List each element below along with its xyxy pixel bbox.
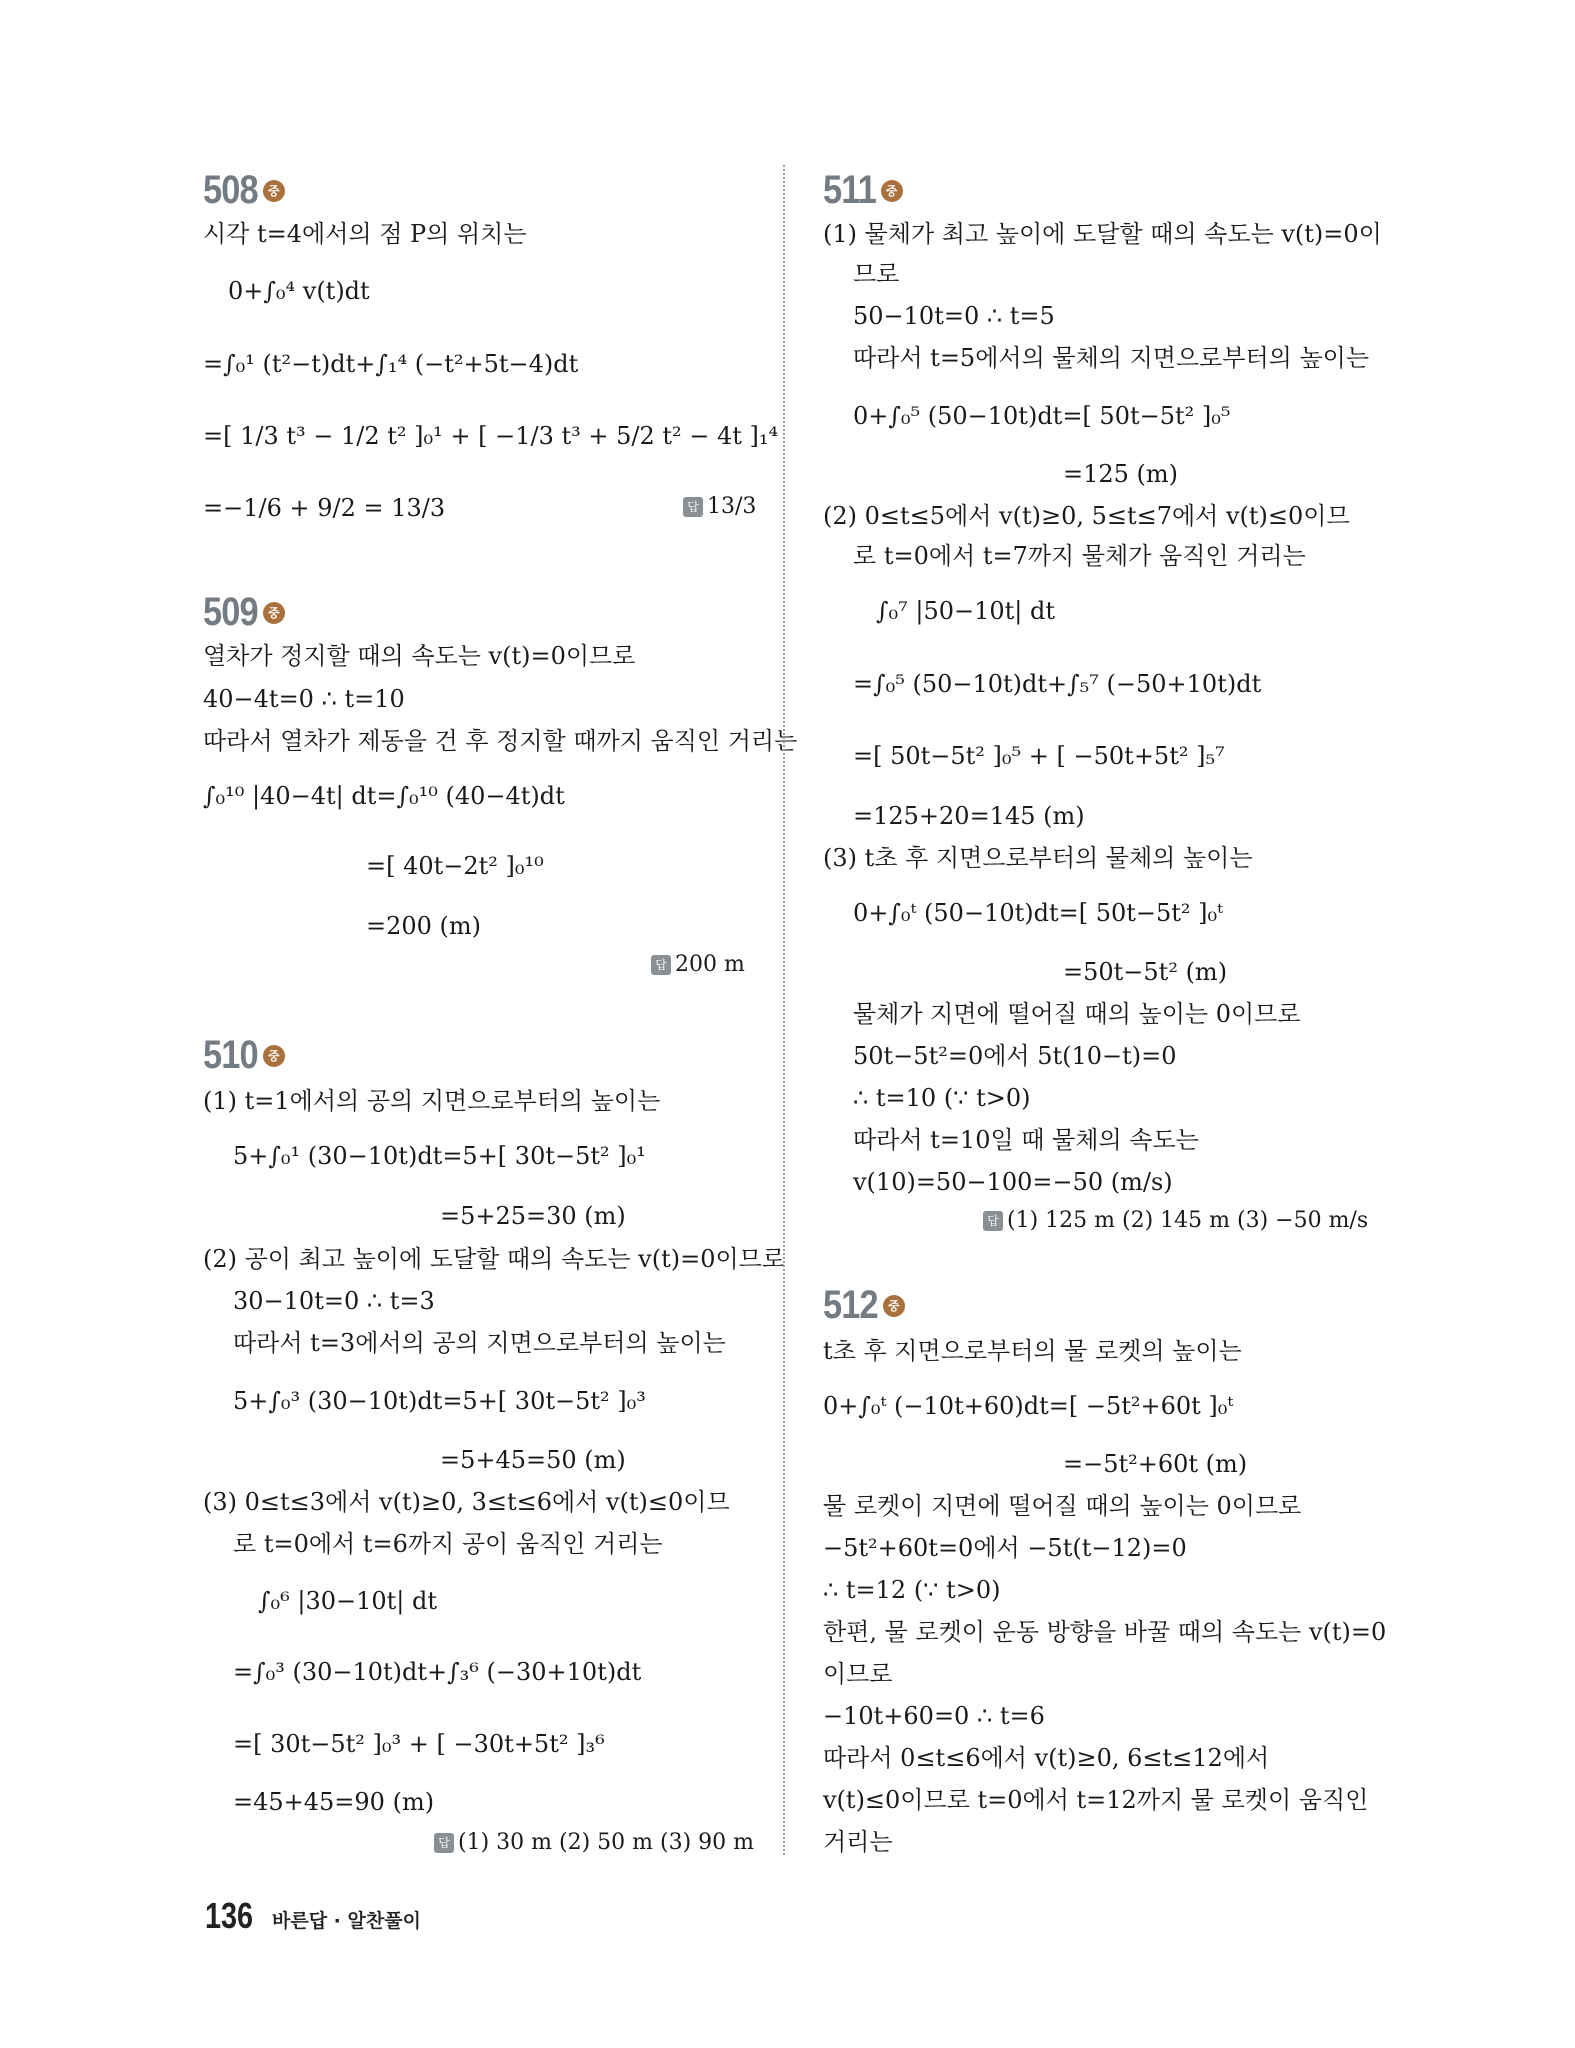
solution-line: 5+∫₀¹ (30−10t)dt=5+[ 30t−5t² ]₀¹ xyxy=(233,1142,646,1170)
solution-line: 50−10t=0 ∴ t=5 xyxy=(853,302,1055,330)
solution-line: 5+∫₀³ (30−10t)dt=5+[ 30t−5t² ]₀³ xyxy=(233,1387,646,1415)
solution-line: =[ 1/3 t³ − 1/2 t² ]₀¹ + [ −1/3 t³ + 5/2 t² − 4t ]₁⁴ xyxy=(203,422,779,450)
solution-line: 열차가 정지할 때의 속도는 v(t)=0이므로 xyxy=(203,642,636,670)
solution-line: 30−10t=0 ∴ t=3 xyxy=(233,1287,435,1315)
solution-line: =[ 40t−2t² ]₀¹⁰ xyxy=(366,852,544,880)
solution-line: v(t)≤0이므로 t=0에서 t=12까지 물 로켓이 움직인 xyxy=(823,1786,1369,1814)
solution-line: 로 t=0에서 t=6까지 공이 움직인 거리는 xyxy=(233,1530,663,1558)
solution-line: (3) 0≤t≤3에서 v(t)≥0, 3≤t≤6에서 v(t)≤0이므 xyxy=(203,1488,730,1516)
difficulty-badge: 중 xyxy=(881,180,903,202)
solution-line: 물 로켓이 지면에 떨어질 때의 높이는 0이므로 xyxy=(823,1492,1302,1520)
answer-509: 답 200 m xyxy=(651,950,745,980)
solution-line: =[ 50t−5t² ]₀⁵ + [ −50t+5t² ]₅⁷ xyxy=(853,742,1225,770)
solution-line: (3) t초 후 지면으로부터의 물체의 높이는 xyxy=(823,844,1253,872)
solution-line: =125 (m) xyxy=(1063,460,1179,488)
difficulty-badge: 중 xyxy=(263,180,285,202)
solution-line: =125+20=145 (m) xyxy=(853,802,1085,830)
solution-line: 0+∫₀⁵ (50−10t)dt=[ 50t−5t² ]₀⁵ xyxy=(853,402,1231,430)
problem-number-511: 511 중 xyxy=(823,168,903,213)
solution-line: 0+∫₀ᵗ (50−10t)dt=[ 50t−5t² ]₀ᵗ xyxy=(853,899,1224,927)
answer-508: 답 13/3 xyxy=(683,492,756,522)
solution-line: =5+25=30 (m) xyxy=(440,1202,626,1230)
problem-number-509: 509 중 xyxy=(203,590,285,635)
solution-line: 따라서 0≤t≤6에서 v(t)≥0, 6≤t≤12에서 xyxy=(823,1744,1270,1772)
footer-label: 바른답 · 알찬풀이 xyxy=(272,1910,421,1932)
solution-line: (2) 공이 최고 높이에 도달할 때의 속도는 v(t)=0이므로 xyxy=(203,1245,786,1273)
solution-line: 따라서 열차가 제동을 건 후 정지할 때까지 움직인 거리는 xyxy=(203,727,798,755)
answer-icon: 답 xyxy=(983,1211,1003,1231)
answer-icon: 답 xyxy=(651,955,671,975)
solution-line: =∫₀³ (30−10t)dt+∫₃⁶ (−30+10t)dt xyxy=(233,1658,642,1686)
solution-line: 로 t=0에서 t=7까지 물체가 움직인 거리는 xyxy=(853,542,1306,570)
solution-line: =[ 30t−5t² ]₀³ + [ −30t+5t² ]₃⁶ xyxy=(233,1730,605,1758)
solution-line: =45+45=90 (m) xyxy=(233,1788,435,1816)
solution-line: v(10)=50−100=−50 (m/s) xyxy=(853,1168,1173,1196)
solution-line: 이므로 xyxy=(823,1660,893,1688)
solution-line: 따라서 t=5에서의 물체의 지면으로부터의 높이는 xyxy=(853,344,1370,372)
problem-number-512: 512 중 xyxy=(823,1283,905,1328)
solution-line: =∫₀⁵ (50−10t)dt+∫₅⁷ (−50+10t)dt xyxy=(853,670,1262,698)
solution-line: =5+45=50 (m) xyxy=(440,1446,626,1474)
solution-line: ∫₀⁶ |30−10t| dt xyxy=(258,1587,438,1615)
solution-line: 50t−5t²=0에서 5t(10−t)=0 xyxy=(853,1042,1177,1070)
solution-line: ∫₀⁷ |50−10t| dt xyxy=(876,597,1056,625)
difficulty-badge: 중 xyxy=(883,1295,905,1317)
solution-line: (2) 0≤t≤5에서 v(t)≥0, 5≤t≤7에서 v(t)≤0이므 xyxy=(823,502,1350,530)
difficulty-badge: 중 xyxy=(263,602,285,624)
solution-line: 시각 t=4에서의 점 P의 위치는 xyxy=(203,220,527,248)
solution-line: 따라서 t=3에서의 공의 지면으로부터의 높이는 xyxy=(233,1329,726,1357)
solution-line: 한편, 물 로켓이 운동 방향을 바꿀 때의 속도는 v(t)=0 xyxy=(823,1618,1387,1646)
difficulty-badge: 중 xyxy=(263,1045,285,1067)
solution-line: 0+∫₀ᵗ (−10t+60)dt=[ −5t²+60t ]₀ᵗ xyxy=(823,1392,1234,1420)
solution-line: 따라서 t=10일 때 물체의 속도는 xyxy=(853,1126,1199,1154)
solution-line: (1) 물체가 최고 높이에 도달할 때의 속도는 v(t)=0이 xyxy=(823,220,1382,248)
page-number: 136 xyxy=(205,1895,254,1936)
solution-line: 므로 xyxy=(853,260,900,288)
solution-line: −5t²+60t=0에서 −5t(t−12)=0 xyxy=(823,1534,1187,1562)
solution-line: (1) t=1에서의 공의 지면으로부터의 높이는 xyxy=(203,1087,661,1115)
solution-line: 40−4t=0 ∴ t=10 xyxy=(203,685,405,713)
problem-number-508: 508 중 xyxy=(203,168,285,213)
solution-line: =50t−5t² (m) xyxy=(1063,958,1228,986)
solution-line: =−1/6 + 9/2 = 13/3 xyxy=(203,494,446,522)
answer-510: 답 (1) 30 m (2) 50 m (3) 90 m xyxy=(434,1828,754,1858)
answer-icon: 답 xyxy=(683,497,703,517)
solution-line: 거리는 xyxy=(823,1828,893,1856)
solution-line: ∫₀¹⁰ |40−4t| dt=∫₀¹⁰ (40−4t)dt xyxy=(203,782,565,810)
solution-line: =−5t²+60t (m) xyxy=(1063,1450,1248,1478)
solution-line: t초 후 지면으로부터의 물 로켓의 높이는 xyxy=(823,1337,1242,1365)
solution-line: =200 (m) xyxy=(366,912,482,940)
solution-line: 물체가 지면에 떨어질 때의 높이는 0이므로 xyxy=(853,1000,1301,1028)
problem-number-510: 510 중 xyxy=(203,1033,285,1078)
solution-line: ∴ t=12 (∵ t>0) xyxy=(823,1576,1001,1604)
solution-line: 0+∫₀⁴ v(t)dt xyxy=(228,277,370,305)
solution-line: −10t+60=0 ∴ t=6 xyxy=(823,1702,1045,1730)
solution-line: ∴ t=10 (∵ t>0) xyxy=(853,1084,1031,1112)
solution-line: =∫₀¹ (t²−t)dt+∫₁⁴ (−t²+5t−4)dt xyxy=(203,350,579,378)
answer-511: 답 (1) 125 m (2) 145 m (3) −50 m/s xyxy=(983,1206,1368,1236)
answer-icon: 답 xyxy=(434,1833,454,1853)
column-divider xyxy=(783,165,785,1855)
